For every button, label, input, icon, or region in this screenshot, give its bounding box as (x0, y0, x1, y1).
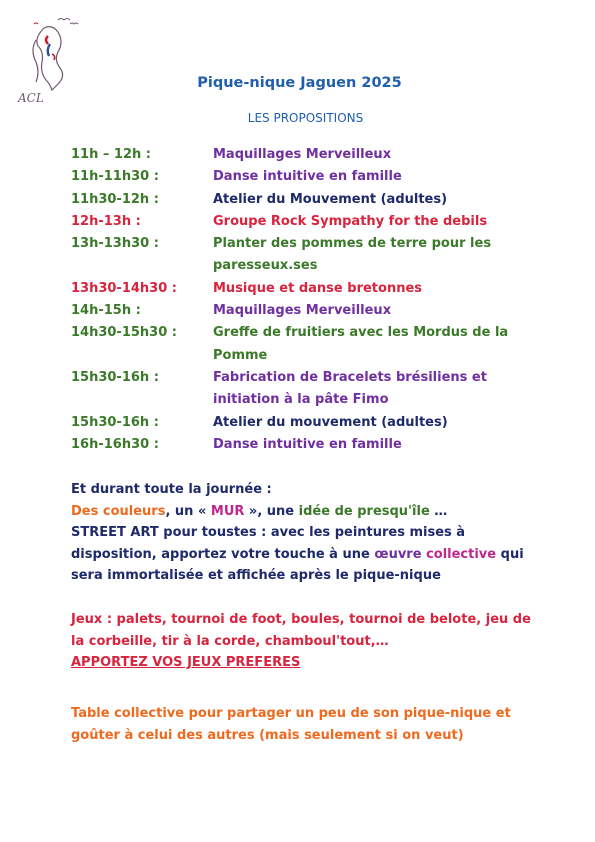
bring-games-text: APPORTEZ VOS JEUX PREFERES (71, 655, 301, 670)
schedule-activity: Musique et danse bretonnes (213, 280, 423, 296)
schedule-activity: Maquillages Merveilleux (213, 147, 392, 162)
schedule-time: 11h-11h30 : (71, 169, 159, 185)
street-art-end: qui sera immortalisée et affichée après le pique-nique (71, 546, 524, 583)
schedule-list (71, 144, 541, 456)
schedule-time: 15h30-16h : (71, 414, 159, 430)
schedule-time: 13h30-14h30 : (71, 280, 177, 296)
schedule-time: 15h30-16h : (71, 369, 159, 385)
schedule-activity: Planter des pommes de terre pour les paresseux.ses (213, 236, 492, 274)
schedule-activity: Atelier du Mouvement (adultes) (213, 191, 448, 207)
schedule-row (71, 300, 541, 322)
schedule-activity: Atelier du mouvement (adultes) (213, 414, 448, 430)
logo-text: ACL (18, 91, 44, 105)
street-art-lead: STREET ART pour toustes : avec les peintures mises à disposition, apportez votre touche à une (71, 525, 466, 562)
schedule-row (71, 278, 541, 300)
oeuvre-word: œuvre (374, 546, 422, 562)
schedule-time: 14h-15h : (71, 303, 141, 319)
schedule-row (71, 322, 541, 367)
une-text: », une (244, 503, 299, 519)
acl-logo (14, 14, 90, 106)
page-title: Pique-nique Jaguen 2025 (197, 75, 402, 91)
collective-word: collective (426, 546, 497, 562)
street-art-text (71, 522, 541, 587)
table-text: Table collective pour partager un peu de son pique-nique et goûter à celui des autres (mais seulement si on veut) (71, 706, 511, 743)
schedule-row (71, 367, 541, 412)
schedule-time: 11h – 12h : (71, 147, 151, 162)
presquile-text: idée de presqu'île (298, 503, 430, 519)
schedule-activity: Danse intuitive en famille (213, 436, 402, 452)
schedule-row (71, 233, 541, 278)
ellipsis-text: … (429, 503, 448, 519)
schedule-time: 13h-13h30 : (71, 236, 159, 252)
schedule-activity: Fabrication de Bracelets brésiliens et initiation à la pâte Fimo (213, 369, 487, 408)
schedule-activity: Greffe de fruitiers avec les Mordus de la Pomme (213, 325, 509, 363)
schedule-time: 14h30-15h30 : (71, 325, 177, 341)
schedule-row (71, 412, 541, 434)
schedule-time: 16h-16h30 : (71, 436, 159, 452)
schedule-row (71, 144, 541, 166)
all-day-intro (71, 501, 541, 523)
schedule-row (71, 211, 541, 233)
games-section (71, 609, 541, 674)
schedule-activity: Groupe Rock Sympathy for the debils (213, 213, 488, 229)
page-subtitle: LES PROPOSITIONS (247, 111, 364, 125)
comma-text: , un « (165, 503, 211, 519)
schedule-row (71, 189, 541, 211)
schedule-row (71, 434, 541, 456)
schedule-activity: Danse intuitive en famille (213, 169, 402, 185)
schedule-time: 12h-13h : (71, 213, 141, 229)
schedule-activity: Maquillages Merveilleux (213, 303, 392, 319)
table-section (71, 703, 541, 746)
schedule-row (71, 166, 541, 188)
games-text: Jeux : palets, tournoi de foot, boules, tournoi de belote, jeu de la corbeille, tir à la corde, chamboul'tout,… (71, 612, 531, 649)
mur-text: MUR (210, 503, 245, 519)
schedule-time: 11h30-12h : (71, 191, 159, 207)
all-day-heading: Et durant toute la journée : (71, 482, 272, 497)
colors-text: Des couleurs (71, 503, 166, 519)
all-day-section (71, 479, 541, 587)
